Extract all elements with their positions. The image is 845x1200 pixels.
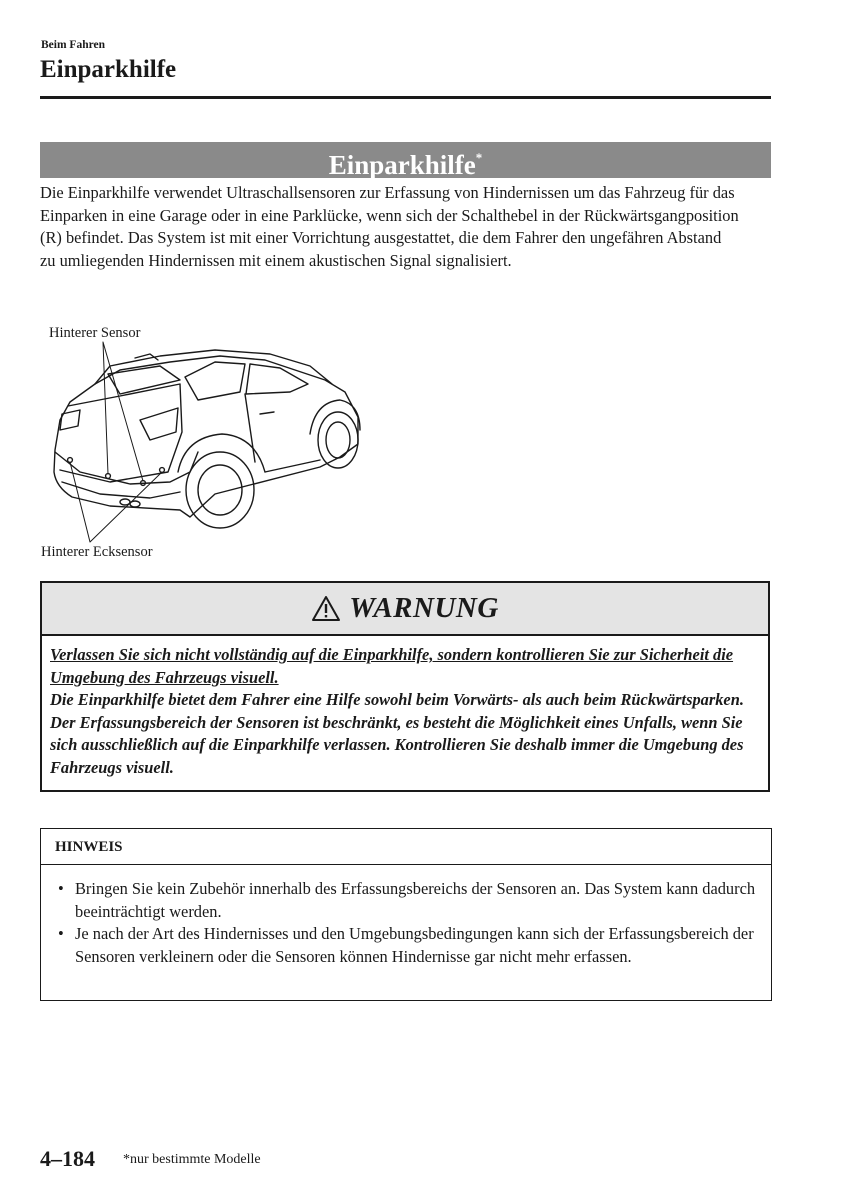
note-header: HINWEIS	[41, 829, 771, 865]
section-kicker: Beim Fahren	[41, 39, 105, 51]
list-item	[58, 878, 761, 923]
door-line	[245, 394, 255, 462]
rear-wheel	[186, 452, 254, 528]
footnote: *nur bestimmte Modelle	[123, 1152, 261, 1167]
car-rear-sensor-illustration	[40, 322, 370, 570]
intro-paragraph: Die Einparkhilfe verwendet Ultraschallsensoren zur Erfassung von Hindernissen um das Fahrzeug für das Einparken in eine Garage oder in eine Parklücke, wenn sich der Schalthebel in der Rückwärtsgangposition (R) befindet. Das System ist mit einer Vorrichtung ausgestattet, die dem Fahrer den ungefähren Abstand zu umliegenden Hindernissen mit einem akustischen Signal signalisiert.	[40, 183, 739, 270]
door-handle	[260, 412, 274, 414]
bullet-icon: •	[58, 924, 64, 944]
front-wheel-rim	[326, 422, 350, 458]
label-rear-sensor: Hinterer Sensor	[49, 325, 141, 341]
tail-light-right	[140, 408, 178, 440]
side-window-2	[246, 364, 308, 394]
list-item	[58, 923, 761, 968]
warning-primary-text: Verlassen Sie sich nicht vollständig auf die Einparkhilfe, sondern kontrollieren Sie zur Sicherheit die Umgebung des Fahrzeugs visuell.	[50, 645, 734, 687]
bullet-icon: •	[58, 879, 64, 898]
car-body-outline	[54, 356, 358, 517]
label-corner-sensor: Hinterer Ecksensor	[41, 544, 153, 560]
page-number: 4–184	[40, 1146, 95, 1171]
page-title: Einparkhilfe	[40, 56, 177, 83]
side-sill	[265, 460, 320, 472]
note-box	[40, 828, 772, 1001]
warning-triangle-icon	[311, 595, 341, 622]
front-wheel	[318, 412, 358, 468]
banner-title: Einparkhilfe	[328, 150, 476, 180]
note-item-text: Bringen Sie kein Zubehör innerhalb des Erfassungsbereichs der Sensoren an. Das System kann dadurch beeinträchtigt werden.	[75, 879, 756, 921]
leader-corner-sensor	[70, 462, 162, 542]
car-roof	[95, 350, 332, 384]
bumper-lower	[62, 482, 180, 498]
warning-detail-text: Die Einparkhilfe bietet dem Fahrer eine Hilfe sowohl beim Vorwärts- als auch beim Rückwärtsparken. Der Erfassungsbereich der Sensoren ist beschränkt, es besteht die Möglichkeit eines Unfalls, wenn Sie sich ausschließlich auf die Einparkhilfe verlassen. Kontrollieren Sie deshalb immer die Umgebung des Fahrzeugs visuell.	[50, 690, 744, 777]
section-banner	[40, 142, 771, 178]
warning-header	[42, 583, 768, 636]
note-list	[41, 865, 771, 968]
warning-box	[40, 581, 770, 792]
side-window-1	[185, 362, 245, 400]
rear-wheel-rim	[198, 465, 242, 515]
warning-body	[42, 636, 768, 779]
tailgate	[60, 384, 182, 482]
warning-title: WARNUNG	[349, 592, 499, 624]
tail-light-left	[60, 410, 80, 430]
title-rule	[40, 96, 771, 99]
banner-marker: *	[475, 150, 483, 165]
note-item-text: Je nach der Art des Hindernisses und den Umgebungsbedingungen kann sich der Erfassungsbereich der Sensoren verkleinern oder die Sensoren können Hindernisse gar nicht mehr erfassen.	[75, 924, 754, 966]
